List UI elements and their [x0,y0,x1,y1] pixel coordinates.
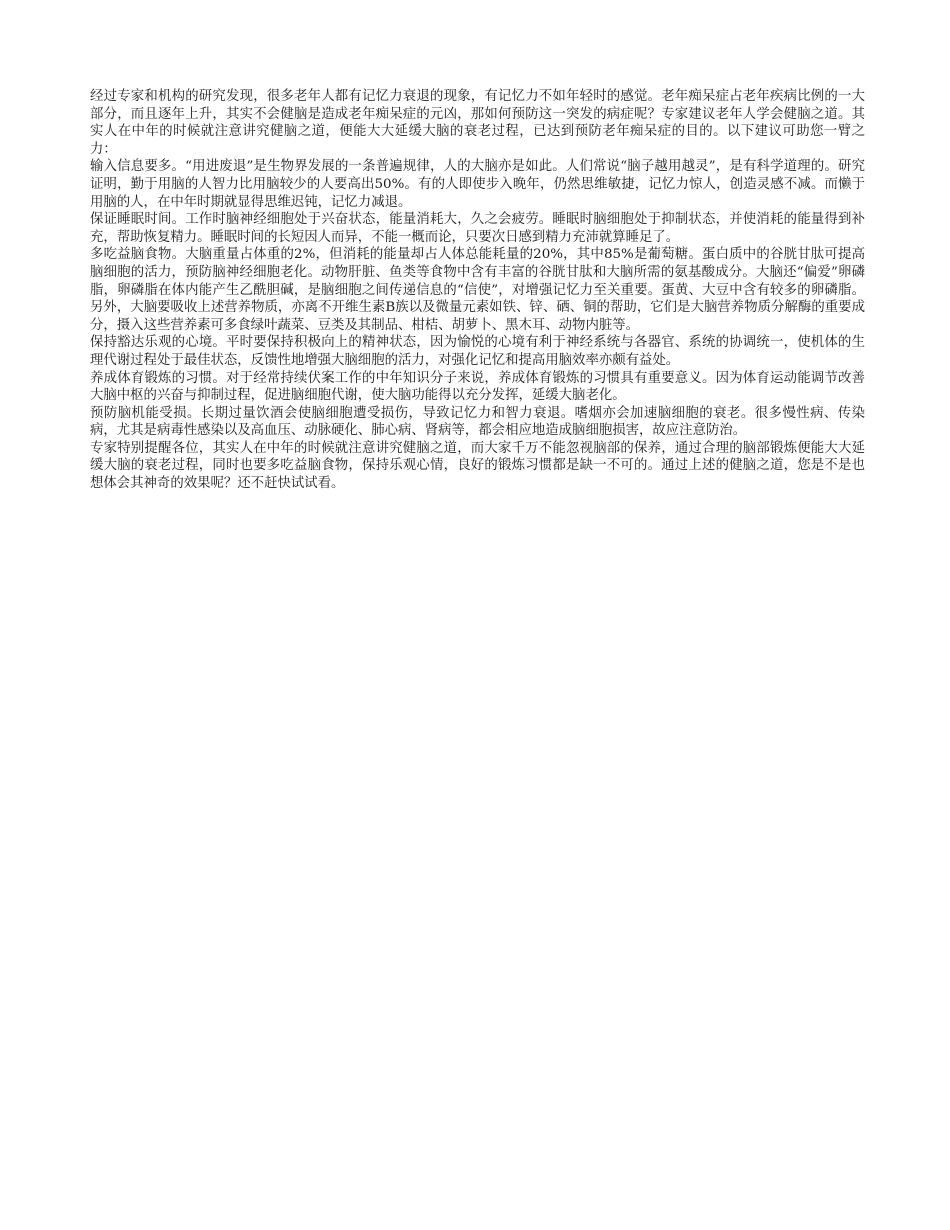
document-body [90,88,865,493]
paragraph-intro: 经过专家和机构的研究发现，很多老年人都有记忆力衰退的现象，有记忆力不如年轻时的感觉。老年痴呆症占老年疾病比例的一大部分，而且逐年上升，其实不会健脑是造成老年痴呆症的元凶，那如何预防这一突发的病症呢？专家建议老年人学会健脑之道。其实人在中年的时候就注意讲究健脑之道，便能大大延缓大脑的衰老过程，已达到预防老年痴呆症的目的。以下建议可助您一臂之力： [90,89,865,157]
paragraph-prevention: 预防脑机能受损。长期过量饮酒会使脑细胞遭受损伤，导致记忆力和智力衰退。嗜烟亦会加速脑细胞的衰老。很多慢性病、传染病，尤其是病毒性感染以及高血压、动脉硬化、肺心病、肾病等，都会相应地造成脑细胞损害，故应注意防治。 [90,405,865,439]
paragraph-sleep: 保证睡眠时间。工作时脑神经细胞处于兴奋状态，能量消耗大，久之会疲劳。睡眠时脑细胞处于抑制状态，并使消耗的能量得到补充，帮助恢复精力。睡眠时间的长短因人而异，不能一概而论，只要次日感到精力充沛就算睡足了。 [90,212,865,245]
paragraph-brain-food: 多吃益脑食物。大脑重量占体重的2%，但消耗的能量却占人体总能耗量的20%，其中85%是葡萄糖。蛋白质中的谷胱甘肽可提高脑细胞的活力，预防脑神经细胞老化。动物肝脏、鱼类等食物中含有丰富的谷胱甘肽和大脑所需的氨基酸成分。大脑还“偏爱”卵磷脂，卵磷脂在体内能产生乙酰胆碱，是脑细胞之间传递信息的“信使”，对增强记忆力至关重要。蛋黄、大豆中含有较多的卵磷脂。另外，大脑要吸收上述营养物质，亦离不开维生素B族以及微量元素如铁、锌、硒、铜的帮助，它们是大脑营养物质分解酶的重要成分，摄入这些营养素可多食绿叶蔬菜、豆类及其制品、柑桔、胡萝卜、黑木耳、动物内脏等。 [90,247,865,333]
paragraph-conclusion: 专家特别提醒各位，其实人在中年的时候就注意讲究健脑之道，而大家千万不能忽视脑部的保养，通过合理的脑部锻炼便能大大延缓大脑的衰老过程，同时也要多吃益脑食物，保持乐观心情，良好的锻炼习惯都是缺一不可的。通过上述的健脑之道，您是不是也想体会其神奇的效果呢？还不赶快试试看。 [90,440,865,492]
paragraph-optimism: 保持豁达乐观的心境。平时要保持积极向上的精神状态，因为愉悦的心境有利于神经系统与各器官、系统的协调统一，使机体的生理代谢过程处于最佳状态，反馈性地增强大脑细胞的活力，对强化记忆和提高用脑效率亦颇有益处。 [90,335,865,368]
paragraph-input-info: 输入信息要多。“用进废退”是生物界发展的一条普遍规律，人的大脑亦是如此。人们常说“脑子越用越灵”，是有科学道理的。研究证明，勤于用脑的人智力比用脑较少的人要高出50%。有的人即使步入晚年，仍然思维敏捷，记忆力惊人，创造灵感不减。而懒于用脑的人，在中年时期就显得思维迟钝，记忆力减退。 [90,159,865,210]
paragraph-exercise: 养成体育锻炼的习惯。对于经常持续伏案工作的中年知识分子来说，养成体育锻炼的习惯具有重要意义。因为体育运动能调节改善大脑中枢的兴奋与抑制过程，促进脑细胞代谢，使大脑功能得以充分发挥，延缓大脑老化。 [90,370,865,404]
